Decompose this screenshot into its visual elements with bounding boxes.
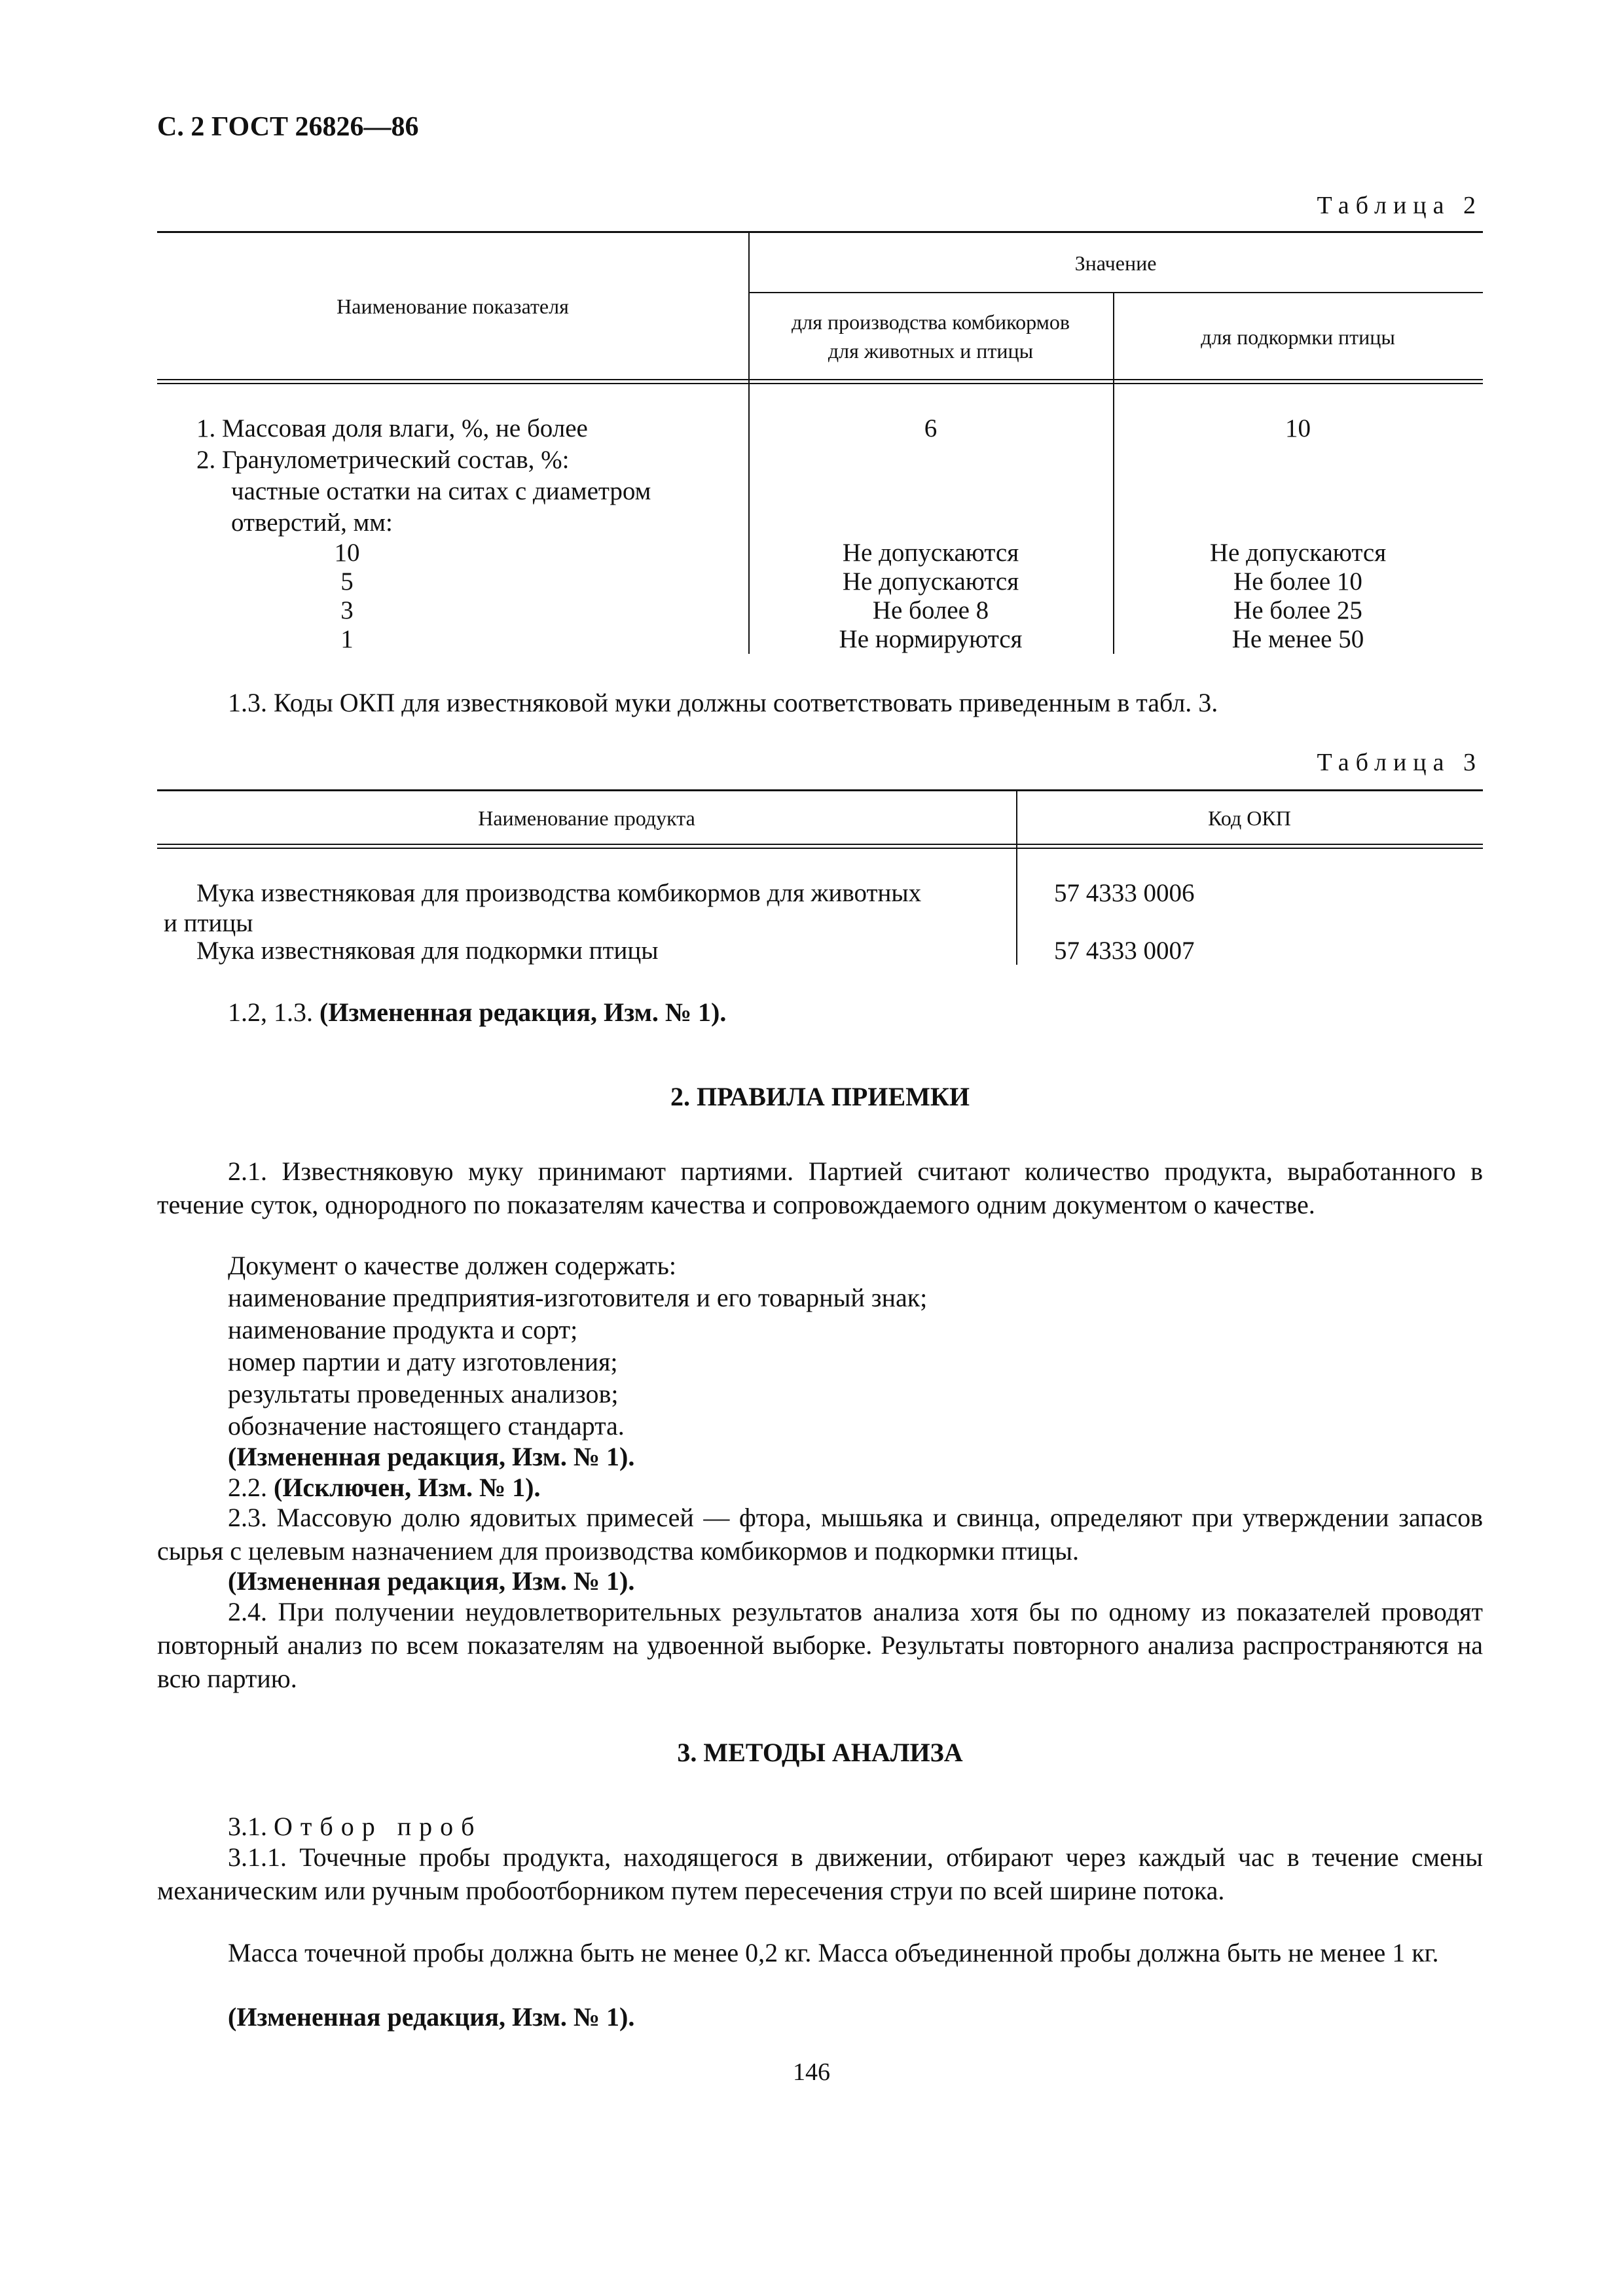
doc-intro: Документ о качестве должен содержать: bbox=[228, 1251, 677, 1280]
table2-row-poultry: Не допускаются bbox=[1209, 539, 1387, 567]
table2-row-name: 1 bbox=[340, 625, 354, 653]
paragraph-mass: Масса точечной пробы должна быть не менее 0,2 кг. Масса объединенной пробы должна быть не менее 1 кг. bbox=[228, 1938, 1439, 1967]
table2-row-poultry: Не более 10 bbox=[1233, 567, 1362, 596]
table2-row-name: 2. Гранулометрический состав, %: bbox=[196, 446, 570, 474]
doc-item: наименование предприятия-изготовителя и его товарный знак; bbox=[228, 1283, 928, 1312]
table3-row-name-cont: и птицы bbox=[164, 909, 253, 937]
paragraph-3-1-title: Отбор проб bbox=[274, 1812, 483, 1841]
table2-row-name: 5 bbox=[340, 567, 354, 596]
paragraph-2-1: 2.1. Известняковую муку принимают партиями. Партией считают количество продукта, выработанного в течение суток, однородного по показателям качества и сопровождаемого одним документом о качестве. bbox=[157, 1157, 1483, 1219]
table2-header-feed-line2: для животных и птицы bbox=[828, 339, 1034, 363]
change-note: (Измененная редакция, Изм. № 1). bbox=[228, 1442, 635, 1471]
table2-header-feed-line1: для производства комбикормов bbox=[792, 310, 1070, 334]
table3-caption: Таблица 3 bbox=[1317, 749, 1482, 776]
paragraph-2-3: 2.3. Массовую долю ядовитых примесей — фтора, мышьяка и свинца, определяют при утверждении запасов сырья с целевым назначением для производства комбикормов и подкормки птицы. bbox=[157, 1503, 1483, 1566]
table3-header-product: Наименование продукта bbox=[478, 806, 695, 830]
paragraph-1-3: 1.3. Коды ОКП для известняковой муки должны соответствовать приведенным в табл. 3. bbox=[228, 688, 1218, 717]
section-2-title: 2. ПРАВИЛА ПРИЕМКИ bbox=[670, 1082, 970, 1111]
paragraph-changes bbox=[228, 996, 726, 1029]
table2-row-feed: Не нормируются bbox=[839, 625, 1023, 653]
page-header: С. 2 ГОСТ 26826—86 bbox=[157, 112, 419, 142]
table2-row-feed: Не допускаются bbox=[842, 567, 1019, 596]
doc-item: номер партии и дату изготовления; bbox=[228, 1347, 618, 1376]
paragraph-2-2-prefix: 2.2. bbox=[228, 1473, 267, 1502]
paragraph-2-4: 2.4. При получении неудовлетворительных результатов анализа хотя бы по одному из показателей проводят повторный анализ по всем показателям на удвоенной выборке. Результаты повторного анализа распространяются на всю партию. bbox=[157, 1597, 1483, 1693]
doc-item: результаты проведенных анализов; bbox=[228, 1379, 619, 1408]
changes-prefix: 1.2, 1.3. bbox=[228, 997, 313, 1027]
paragraph-2-2-note: (Исключен, Изм. № 1). bbox=[274, 1473, 541, 1502]
table2-row-name: 10 bbox=[334, 539, 360, 567]
paragraph-3-1-prefix: 3.1. bbox=[228, 1812, 267, 1841]
table2-row-poultry: 10 bbox=[1285, 414, 1311, 442]
paragraph-3-1-1: 3.1.1. Точечные пробы продукта, находящегося в движении, отбирают через каждый час в течение смены механическим или ручным пробоотборником путем пересечения струи по всей ширине потока. bbox=[157, 1842, 1483, 1905]
table3-row-name: Мука известняковая для производства комбикормов для животных bbox=[196, 879, 922, 907]
table3-row-code: 57 4333 0007 bbox=[1054, 937, 1195, 965]
change-note: (Измененная редакция, Изм. № 1). bbox=[228, 2002, 635, 2032]
table2-row-name: 3 bbox=[340, 596, 354, 624]
table2-row-poultry: Не менее 50 bbox=[1231, 625, 1364, 653]
changes-note: (Измененная редакция, Изм. № 1). bbox=[319, 997, 727, 1027]
page-number: 146 bbox=[793, 2058, 830, 2086]
table2-row-name: отверстий, мм: bbox=[231, 509, 393, 537]
table2-header-poultry: для подкормки птицы bbox=[1201, 325, 1395, 349]
doc-item: обозначение настоящего стандарта. bbox=[228, 1411, 625, 1441]
table2-row-feed: Не допускаются bbox=[842, 539, 1019, 567]
change-note: (Измененная редакция, Изм. № 1). bbox=[228, 1566, 635, 1596]
table2-row-feed: Не более 8 bbox=[872, 596, 989, 624]
table3-row-code: 57 4333 0006 bbox=[1054, 879, 1195, 907]
table2-row-feed: 6 bbox=[924, 414, 938, 442]
table2-header-name: Наименование показателя bbox=[337, 295, 569, 318]
doc-item: наименование продукта и сорт; bbox=[228, 1315, 578, 1344]
section-3-title: 3. МЕТОДЫ АНАЛИЗА bbox=[677, 1738, 963, 1767]
table2-row-name: частные остатки на ситах с диаметром bbox=[231, 477, 651, 505]
table2-header-value: Значение bbox=[1074, 251, 1157, 275]
table2-caption: Таблица 2 bbox=[1317, 192, 1482, 219]
table2-row-poultry: Не более 25 bbox=[1233, 596, 1362, 624]
table2-row-name: 1. Массовая доля влаги, %, не более bbox=[196, 414, 588, 442]
paragraph-2-2 bbox=[228, 1471, 540, 1504]
paragraph-3-1 bbox=[228, 1810, 482, 1843]
table3-row-name: Мука известняковая для подкормки птицы bbox=[196, 937, 659, 965]
table3-header-code: Код ОКП bbox=[1208, 806, 1291, 830]
